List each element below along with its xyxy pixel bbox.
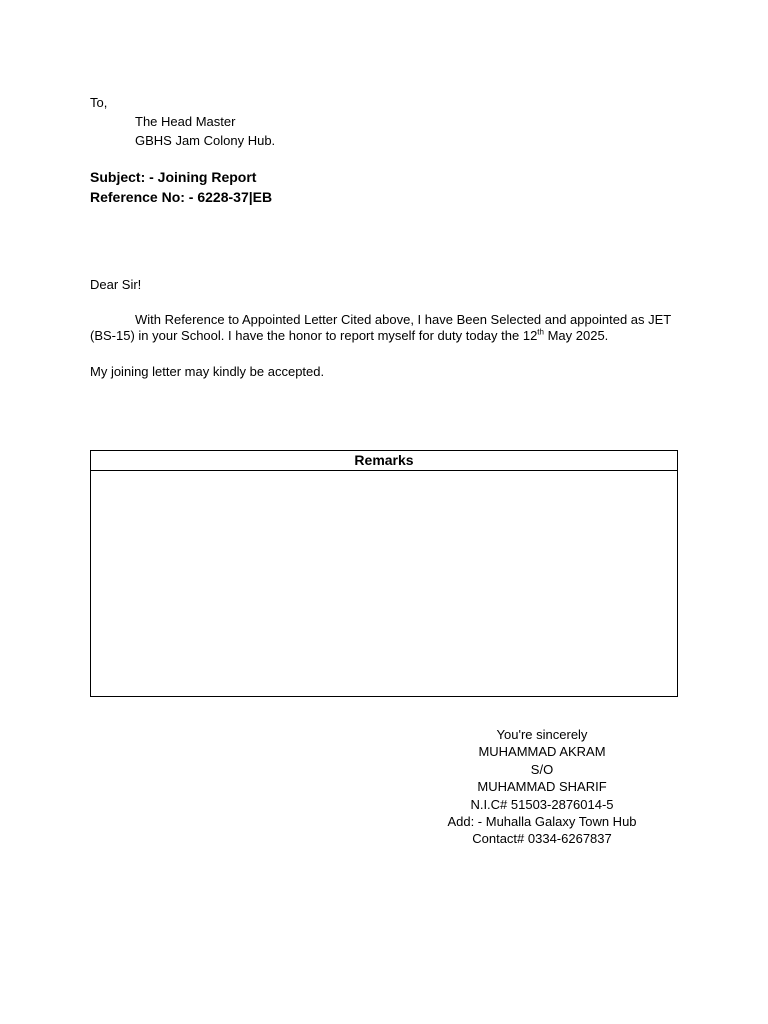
signature-father-name: MUHAMMAD SHARIF xyxy=(477,779,607,795)
subject-line: Subject: - Joining Report xyxy=(90,169,257,185)
signature-block xyxy=(442,726,642,848)
recipient-title: The Head Master xyxy=(135,114,236,129)
signature-closing: You're sincerely xyxy=(496,727,588,742)
remarks-table xyxy=(90,450,678,697)
signature-relation: S/O xyxy=(530,761,554,777)
closing-request: My joining letter may kindly be accepted. xyxy=(90,364,325,379)
greeting: Dear Sir! xyxy=(90,277,142,292)
remarks-header: Remarks xyxy=(91,451,677,471)
reference-line: Reference No: - 6228-37|EB xyxy=(90,189,273,205)
signature-name: MUHAMMAD AKRAM xyxy=(478,744,606,760)
body-ordinal-suffix: th xyxy=(537,327,544,337)
signature-nic: N.I.C# 51503-2876014-5 xyxy=(470,796,614,812)
body-text-part2: May 2025. xyxy=(543,328,609,343)
body-paragraph xyxy=(90,312,678,344)
recipient-school: GBHS Jam Colony Hub. xyxy=(135,133,276,148)
signature-address: Add: - Muhalla Galaxy Town Hub xyxy=(447,814,637,830)
salutation-to: To, xyxy=(90,95,108,110)
body-text-part1: With Reference to Appointed Letter Cited above, I have Been Selected and appointed as JET (BS-15) in your School. I have the honor to report myself for duty today the 12 xyxy=(90,312,672,343)
signature-contact: Contact# 0334-6267837 xyxy=(472,831,612,847)
